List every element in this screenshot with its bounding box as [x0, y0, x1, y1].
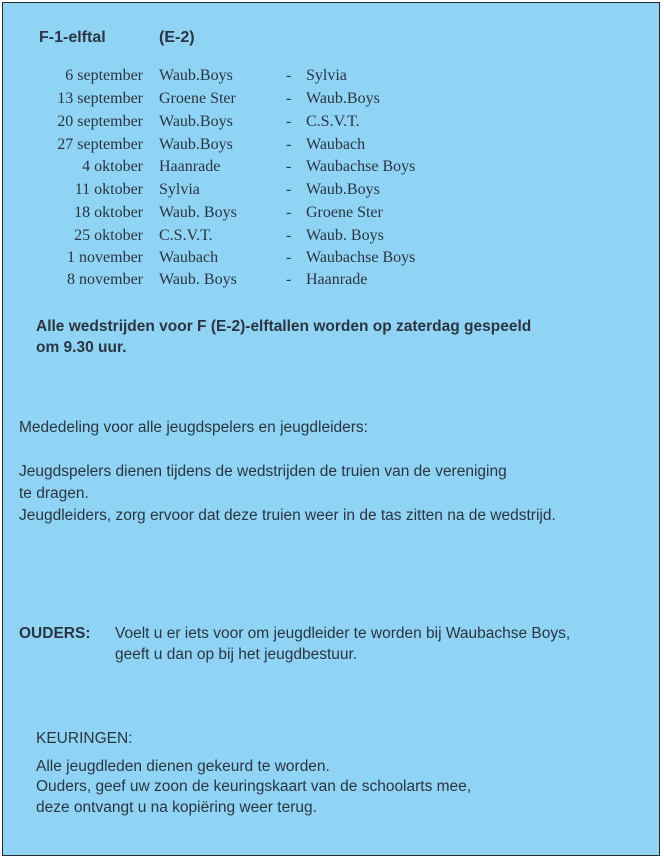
fixture-dash: -: [286, 204, 292, 221]
fixture-date: 25 oktober: [74, 227, 143, 244]
fixture-home: C.S.V.T.: [159, 227, 213, 244]
fixture-dash: -: [286, 136, 292, 153]
fixture-dash: -: [286, 227, 292, 244]
announcement-line2: te dragen.: [19, 485, 89, 502]
medical-heading: KEURINGEN:: [36, 730, 133, 747]
fixture-away: C.S.V.T.: [306, 113, 360, 130]
fixture-date: 27 september: [57, 136, 143, 153]
fixture-away: Waub. Boys: [306, 227, 384, 244]
fixture-date: 13 september: [57, 90, 143, 107]
fixture-home: Waubach: [159, 249, 219, 266]
fixture-home: Waub.Boys: [159, 113, 233, 130]
schedule-note-line1: Alle wedstrijden voor F (E-2)-elftallen worden op zaterdag gespeeld: [36, 318, 532, 335]
fixture-date: 1 november: [67, 249, 143, 266]
fixture-date: 18 oktober: [74, 204, 143, 221]
fixture-away: Waubach: [306, 136, 366, 153]
fixture-dash: -: [286, 67, 292, 84]
announcement-line1: Jeugdspelers dienen tijdens de wedstrijden de truien van de vereniging: [19, 463, 507, 480]
fixture-away: Waubachse Boys: [306, 249, 416, 266]
fixture-dash: -: [286, 181, 292, 198]
fixture-date: 8 november: [67, 271, 143, 288]
fixture-dash: -: [286, 158, 292, 175]
fixture-away: Haanrade: [306, 271, 368, 288]
announcement-heading: Mededeling voor alle jeugdspelers en jeugdleiders:: [19, 419, 368, 436]
fixture-dash: -: [286, 271, 292, 288]
parents-line1: Voelt u er iets voor om jeugdleider te worden bij Waubachse Boys,: [115, 625, 571, 642]
fixture-home: Sylvia: [159, 181, 200, 198]
fixture-home: Haanrade: [159, 158, 221, 175]
fixture-date: 20 september: [57, 113, 143, 130]
fixture-home: Waub.Boys: [159, 136, 233, 153]
fixture-home: Waub. Boys: [159, 271, 237, 288]
fixture-home: Waub.Boys: [159, 67, 233, 84]
fixture-date: 4 oktober: [82, 158, 143, 175]
document-page: [2, 2, 660, 856]
fixture-dash: -: [286, 113, 292, 130]
fixture-away: Groene Ster: [306, 204, 383, 221]
team-title: F-1-elftal: [39, 29, 106, 46]
fixture-away: Sylvia: [306, 67, 347, 84]
announcement-line3: Jeugdleiders, zorg ervoor dat deze truien weer in de tas zitten na de wedstrijd.: [19, 507, 556, 524]
medical-line2: Ouders, geef uw zoon de keuringskaart van de schoolarts mee,: [36, 778, 472, 795]
fixture-home: Groene Ster: [159, 90, 236, 107]
parents-label: OUDERS:: [19, 625, 91, 642]
fixture-away: Waubachse Boys: [306, 158, 416, 175]
schedule-note-line2: om 9.30 uur.: [36, 339, 127, 356]
fixture-dash: -: [286, 249, 292, 266]
parents-line2: geeft u dan op bij het jeugdbestuur.: [115, 646, 358, 663]
fixture-away: Waub.Boys: [306, 181, 380, 198]
fixture-date: 11 oktober: [74, 181, 143, 198]
fixture-away: Waub.Boys: [306, 90, 380, 107]
fixture-date: 6 september: [65, 67, 143, 84]
medical-line3: deze ontvangt u na kopiëring weer terug.: [36, 799, 317, 816]
fixture-dash: -: [286, 90, 292, 107]
team-class: (E-2): [159, 29, 195, 46]
fixture-home: Waub. Boys: [159, 204, 237, 221]
medical-line1: Alle jeugdleden dienen gekeurd te worden.: [36, 758, 330, 775]
